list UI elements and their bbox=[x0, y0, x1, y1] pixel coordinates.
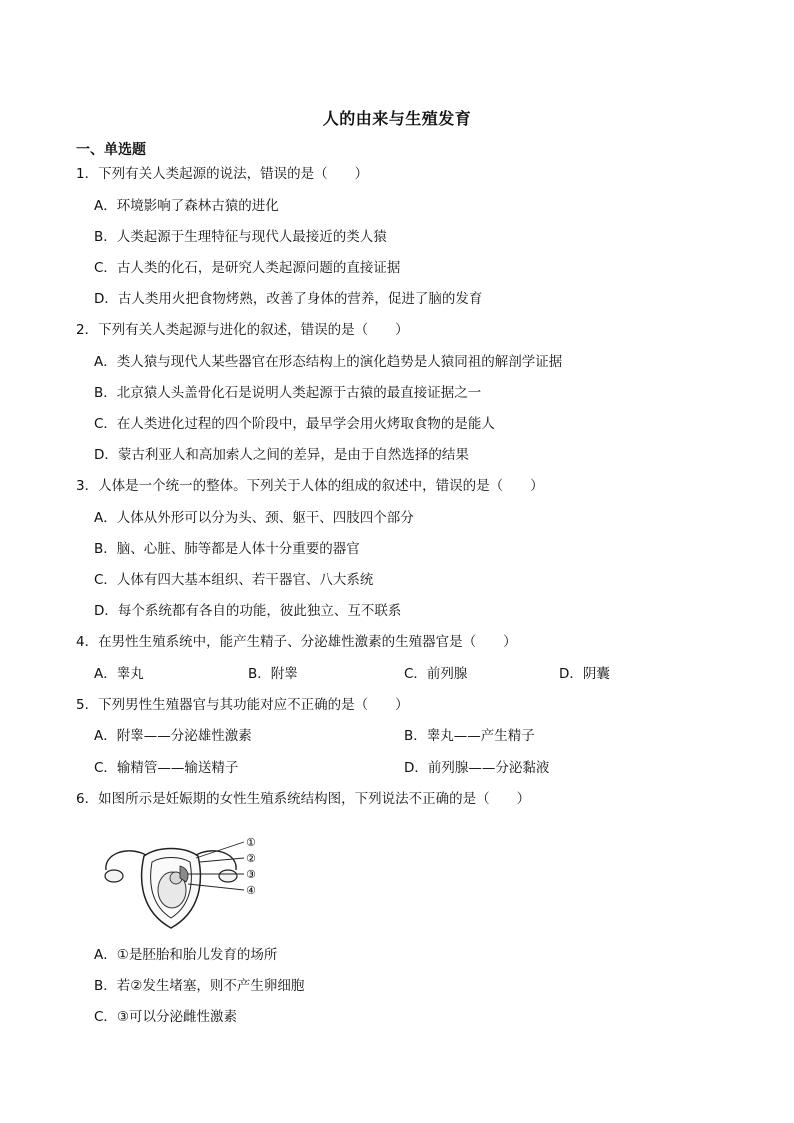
question-6-stem: 6．如图所示是妊娠期的女性生殖系统结构图，下列说法不正确的是（ ） bbox=[76, 791, 531, 807]
female-reproductive-system-diagram bbox=[96, 832, 266, 932]
page-title: 人的由来与生殖发育 bbox=[322, 109, 472, 128]
question-4-option-b: B．附睾 bbox=[248, 666, 298, 682]
question-3-option-d: D．每个系统都有各自的功能，彼此独立、互不联系 bbox=[94, 603, 402, 619]
question-1-stem: 1．下列有关人类起源的说法，错误的是（ ） bbox=[76, 166, 369, 182]
question-1-option-d: D．古人类用火把食物烤熟，改善了身体的营养，促进了脑的发育 bbox=[94, 291, 483, 307]
question-2-option-b: B．北京猿人头盖骨化石是说明人类起源于古猿的最直接证据之一 bbox=[94, 385, 482, 401]
question-6-option-a: A．①是胚胎和胎儿发育的场所 bbox=[94, 947, 278, 963]
diagram-label-1: ① bbox=[246, 836, 256, 849]
question-6-option-c: C．③可以分泌雌性激素 bbox=[94, 1009, 238, 1025]
question-5-option-b: B．睾丸——产生精子 bbox=[404, 728, 535, 744]
question-2-option-d: D．蒙古利亚人和高加索人之间的差异，是由于自然选择的结果 bbox=[94, 447, 469, 463]
question-3-option-b: B．脑、心脏、肺等都是人体十分重要的器官 bbox=[94, 541, 360, 557]
question-5-stem: 5．下列男性生殖器官与其功能对应不正确的是（ ） bbox=[76, 697, 409, 713]
question-4-option-c: C．前列腺 bbox=[404, 666, 468, 682]
diagram-label-3: ③ bbox=[246, 868, 256, 881]
question-1-option-a: A．环境影响了森林古猿的进化 bbox=[94, 198, 279, 214]
question-6-option-b: B．若②发生堵塞，则不产生卵细胞 bbox=[94, 978, 305, 994]
question-3-option-c: C．人体有四大基本组织、若干器官、八大系统 bbox=[94, 572, 374, 588]
question-5-option-c: C．输精管——输送精子 bbox=[94, 760, 239, 776]
question-1-option-b: B．人类起源于生理特征与现代人最接近的类人猿 bbox=[94, 229, 387, 245]
question-4-option-a: A．睾丸 bbox=[94, 666, 144, 682]
question-2-stem: 2．下列有关人类起源与进化的叙述，错误的是（ ） bbox=[76, 322, 409, 338]
question-4-stem: 4．在男性生殖系统中，能产生精子、分泌雄性激素的生殖器官是（ ） bbox=[76, 634, 517, 650]
question-3-stem: 3．人体是一个统一的整体。下列关于人体的组成的叙述中，错误的是（ ） bbox=[76, 478, 544, 494]
diagram-label-2: ② bbox=[246, 852, 256, 865]
question-3-option-a: A．人体从外形可以分为头、颈、躯干、四肢四个部分 bbox=[94, 510, 414, 526]
section-heading: 一、单选题 bbox=[76, 142, 146, 158]
question-5-option-a: A．附睾——分泌雄性激素 bbox=[94, 728, 252, 744]
question-5-option-d: D．前列腺——分泌黏液 bbox=[404, 760, 550, 776]
question-4-option-d: D．阴囊 bbox=[559, 666, 610, 682]
question-1-option-c: C．古人类的化石，是研究人类起源问题的直接证据 bbox=[94, 260, 401, 276]
question-2-option-c: C．在人类进化过程的四个阶段中，最早学会用火烤取食物的是能人 bbox=[94, 416, 495, 432]
question-2-option-a: A．类人猿与现代人某些器官在形态结构上的演化趋势是人猿同祖的解剖学证据 bbox=[94, 354, 563, 370]
diagram-label-4: ④ bbox=[246, 884, 256, 897]
